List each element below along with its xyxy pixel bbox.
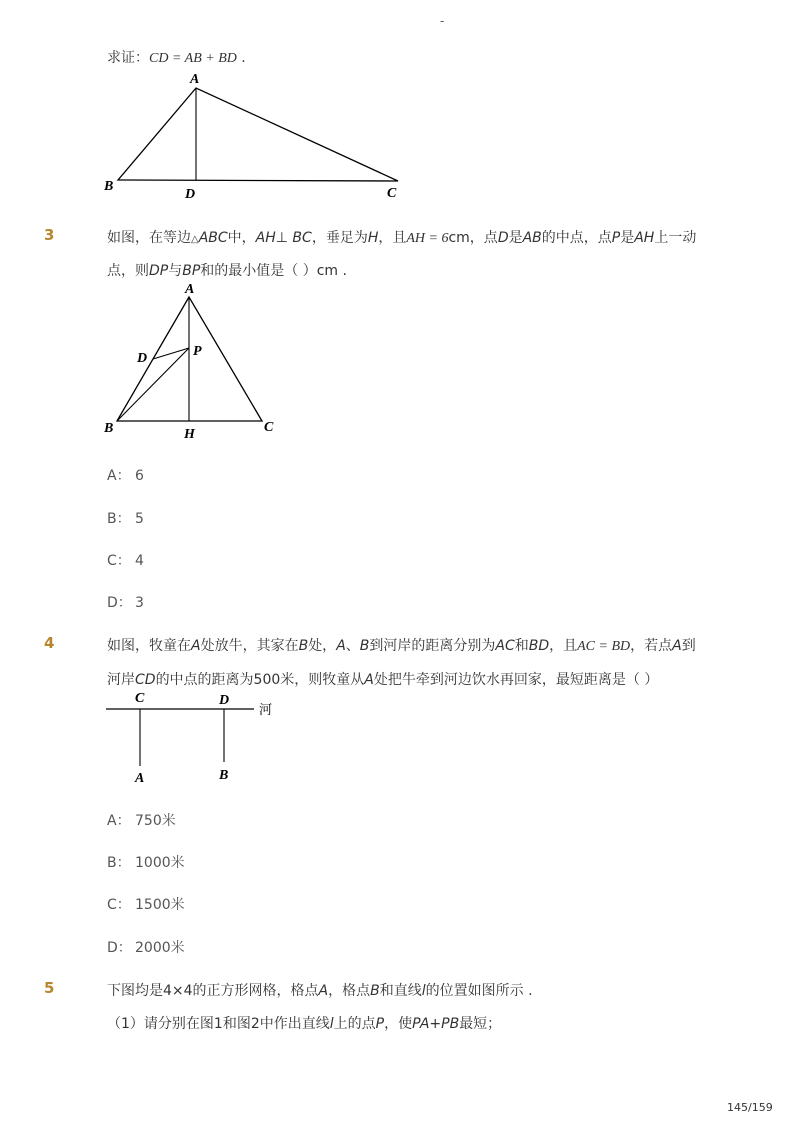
header-mark: - [440, 14, 445, 28]
text-part: 的中点，点 [541, 230, 612, 246]
text-part: （1）请分别在图1和图2中作出直线 [107, 1016, 330, 1032]
option-key: A： [107, 468, 131, 484]
text-part: 和 [514, 638, 529, 654]
text-part: 下图均是4×4的正方形网格，格点 [107, 983, 319, 999]
text-part: cm，点 [448, 230, 498, 246]
var-bd: BD [528, 638, 550, 654]
label-d: D [137, 351, 148, 366]
text-part: ，格点 [328, 983, 371, 999]
label-c: C [387, 186, 397, 201]
question-number: 3 [44, 226, 55, 244]
var-b: B [370, 983, 380, 999]
label-river: 河 [259, 703, 273, 718]
text-part: 如图，在等边 [107, 230, 191, 246]
option-b[interactable] [107, 852, 185, 872]
text-part: ，且 [549, 638, 578, 654]
var-abc: ABC [198, 230, 228, 246]
var-ab: AB [522, 230, 542, 246]
text-part: 如图，牧童在 [107, 638, 191, 654]
var-ah: AH [255, 230, 276, 246]
var-a: A [318, 983, 329, 999]
page-number: 145/159 [727, 1101, 773, 1114]
text-part: 到河岸的距离分别为 [369, 638, 496, 654]
var-bc: BC [287, 230, 312, 246]
option-key: C： [107, 553, 131, 569]
var-a: A [191, 638, 201, 654]
label-p: P [193, 344, 202, 359]
var-cd: CD [135, 672, 156, 688]
text-part: 到 [681, 638, 696, 654]
option-d[interactable] [107, 937, 185, 957]
text-part: 和直线 [379, 983, 422, 999]
text-part: 上一动 [654, 230, 697, 246]
text-part: ，垂足为 [311, 230, 368, 246]
var-ac: AC [495, 638, 515, 654]
text-part: 中， [227, 230, 256, 246]
text-part: 河岸 [107, 672, 135, 688]
expr-ah-6: AH = 6 [406, 231, 449, 246]
option-value: 1500米 [135, 897, 185, 913]
option-key: B： [107, 855, 131, 871]
text-part: 处， [308, 638, 337, 654]
var-b: B [359, 638, 370, 654]
label-c: C [264, 420, 274, 435]
option-key: B： [107, 511, 131, 527]
text-part: 最短； [459, 1016, 502, 1032]
text-part: 是 [620, 230, 635, 246]
text-part: 的中点的距离为500米，则牧童从 [155, 672, 365, 688]
var-p: P [375, 1016, 385, 1032]
option-key: D： [107, 940, 132, 956]
question-number: 4 [44, 634, 55, 652]
text-part: 与 [168, 263, 183, 279]
var-p: P [611, 230, 621, 246]
label-a: A [135, 771, 145, 786]
option-value: 4 [135, 553, 144, 569]
text-part: 、 [345, 638, 360, 654]
label-d: D [185, 187, 196, 202]
var-dp: DP [149, 263, 169, 279]
triangle-symbol: △ [191, 234, 199, 245]
text-part: 上的点 [333, 1016, 376, 1032]
var-l: l [329, 1016, 334, 1032]
option-value: 1000米 [135, 855, 185, 871]
option-value: 5 [135, 511, 144, 527]
var-ah: AH [634, 230, 655, 246]
label-a: A [185, 282, 195, 297]
option-key: A： [107, 813, 131, 829]
text-part: 处放牛，其家在 [200, 638, 299, 654]
option-key: D： [107, 595, 132, 611]
label-h: H [184, 427, 195, 442]
option-a[interactable] [107, 810, 176, 830]
label-b: B [104, 421, 114, 436]
label-b: B [104, 179, 114, 194]
var-a: A [672, 638, 682, 654]
option-value: 3 [135, 595, 144, 611]
prove-expression: CD = AB + BD [149, 51, 237, 66]
expr-pa-pb: PA+PB [412, 1016, 460, 1032]
label-d: D [219, 693, 230, 708]
var-l: l [421, 983, 426, 999]
prove-prefix: 求证： [107, 50, 149, 66]
var-a: A [364, 672, 374, 688]
option-value: 2000米 [135, 940, 185, 956]
question-5-line-2 [107, 1013, 501, 1033]
text-part: 是 [508, 230, 523, 246]
var-bp: BP [182, 263, 201, 279]
text-part: 的位置如图所示 . [425, 983, 533, 999]
option-key: C： [107, 897, 131, 913]
question-number: 5 [44, 979, 55, 997]
text-part: ，使 [384, 1016, 413, 1032]
text-part: ，且 [378, 230, 407, 246]
prove-suffix: . [236, 50, 246, 66]
expr-ac-eq-bd: AC = BD [577, 639, 631, 654]
label-c: C [135, 691, 145, 706]
option-value: 6 [135, 468, 144, 484]
var-h: H [367, 230, 379, 246]
option-value: 750米 [135, 813, 176, 829]
text-part: ，若点 [630, 638, 673, 654]
label-a: A [190, 72, 200, 87]
question-5-line-1 [107, 980, 533, 1000]
perp-symbol: ⊥ [275, 230, 288, 246]
text-part: 点，则 [107, 263, 149, 279]
text-part: 和的最小值是（ ）cm . [200, 263, 347, 279]
var-d: D [497, 230, 509, 246]
label-b: B [219, 768, 229, 783]
var-a: A [336, 638, 346, 654]
text-part: 处把牛牵到河边饮水再回家，最短距离是（ ） [373, 672, 659, 688]
option-c[interactable] [107, 894, 185, 914]
var-b: B [298, 638, 309, 654]
